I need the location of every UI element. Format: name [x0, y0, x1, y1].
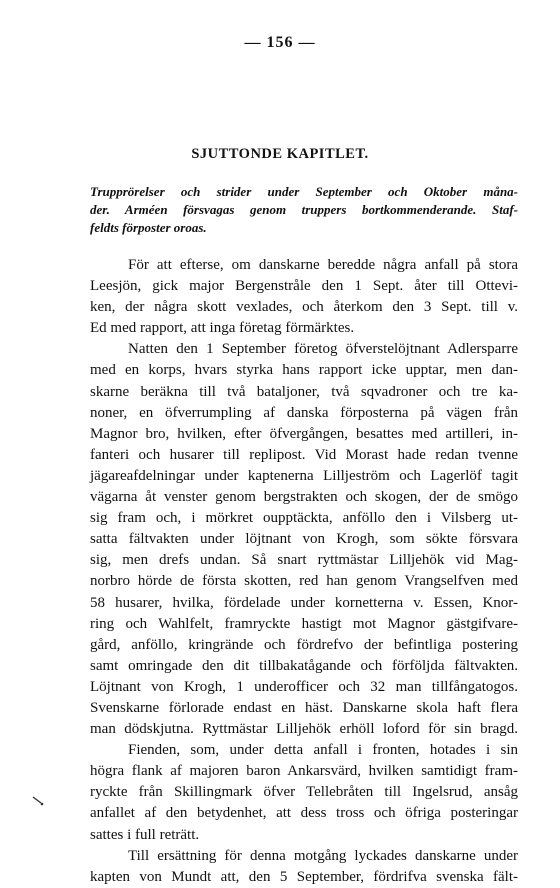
- body-text: [90, 255, 518, 888]
- text-line: sig, men drefs undan. Så snart ryttmästar Lilljehök vid Mag-: [90, 552, 518, 569]
- text-line: anfallet af den betydenhet, att dess tross och öfriga posteringar: [90, 805, 518, 822]
- text-line: Natten den 1 September företog öfverstelöjtnant Adlersparre: [128, 341, 518, 358]
- text-line: kapten von Mundt att, den 5 September, fördrifva svenska fält-: [90, 868, 518, 885]
- text-line: högra flank af majoren baron Ankarsvärd, hvilken samtidigt fram-: [90, 763, 518, 780]
- text-line: För att efterse, om danskarne beredde några anfall på stora: [128, 257, 518, 273]
- text-line: skarne beräkna till två bataljoner, två sqvadroner och tre ka-: [90, 383, 518, 400]
- text-line: med en korps, hvars styrka hans rapport icke upptar, men dan-: [90, 362, 518, 379]
- text-line: vägarna åt venster genom bergstrakten och skogen, der de smögo: [90, 489, 518, 506]
- page-number: — 156 —: [244, 34, 316, 51]
- text-line: 58 husarer, hvilka, fördelade under kornetterna v. Essen, Knor-: [90, 594, 518, 611]
- text-line: sig fram och, i mörkret oupptäckta, anföllo den i Vilsberg ut-: [90, 510, 518, 527]
- text-line: Leesjön, gick major Bergenstråle den 1 Sept. åter till Ottevi-: [90, 278, 518, 295]
- text-line: Ed med rapport, att inga företag förmärktes.: [90, 320, 355, 337]
- text-line: fanteri och husarer till replipost. Vid Morast hade redan tvenne: [90, 446, 518, 463]
- text-line: gård, anföllo, kringrände och fördrefvo der befintliga postering: [90, 636, 518, 653]
- text-line: samt omringade den dit tillbakatågande och förföljda fältvakten.: [90, 657, 518, 674]
- text-line: Magnor bro, hvilken, efter öfvergången, besattes med artilleri, in-: [90, 425, 518, 442]
- text-line: Svenskarne förlorade endast en häst. Danskarne skola haft flera: [90, 699, 518, 716]
- summary-line: der. Arméen försvagas genom truppers bortkommenderande. Staf-: [90, 202, 518, 217]
- text-line: sattes i full reträtt.: [90, 826, 200, 843]
- summary-line: feldts förposter oroas.: [90, 220, 207, 235]
- margin-mark: [32, 795, 44, 810]
- text-line: Löjtnant von Krogh, 1 underofficer och 32 man tillfångatogos.: [90, 678, 518, 695]
- text-line: ryckte från Skillingmark öfver Tellebråten till Ingelsrud, ansåg: [90, 784, 518, 801]
- summary-line: Trupprörelser och strider under September och Oktober måna-: [90, 184, 518, 199]
- chapter-summary: [90, 183, 518, 237]
- text-line: jägareafdelningar under kaptenerna Lilljeström och Lagerlöf tagit: [90, 467, 518, 484]
- text-line: man dödskjutna. Ryttmästar Lilljehök erhöll loford för sin bragd.: [90, 721, 518, 738]
- text-line: ring och Wahlfelt, framryckte hastigt mot Magnor gästgifvare-: [90, 615, 518, 632]
- text-line: Till ersättning för denna motgång lyckades danskarne under: [128, 847, 518, 864]
- text-line: Fienden, som, under detta anfall i fronten, hotades i sin: [128, 742, 518, 759]
- text-line: ken, der några skott vexlades, och återkom den 3 Sept. till v.: [90, 299, 518, 316]
- chapter-title: SJUTTONDE KAPITLET.: [191, 146, 369, 162]
- text-line: noner, en öfverrumpling af danska förposterna på vägen från: [90, 404, 518, 421]
- text-line: norbro hörde de första skotten, red han genom Vrangselfven med: [90, 573, 518, 590]
- text-line: satta fältvakten under löjtnant von Krogh, som sökte försvara: [90, 531, 518, 548]
